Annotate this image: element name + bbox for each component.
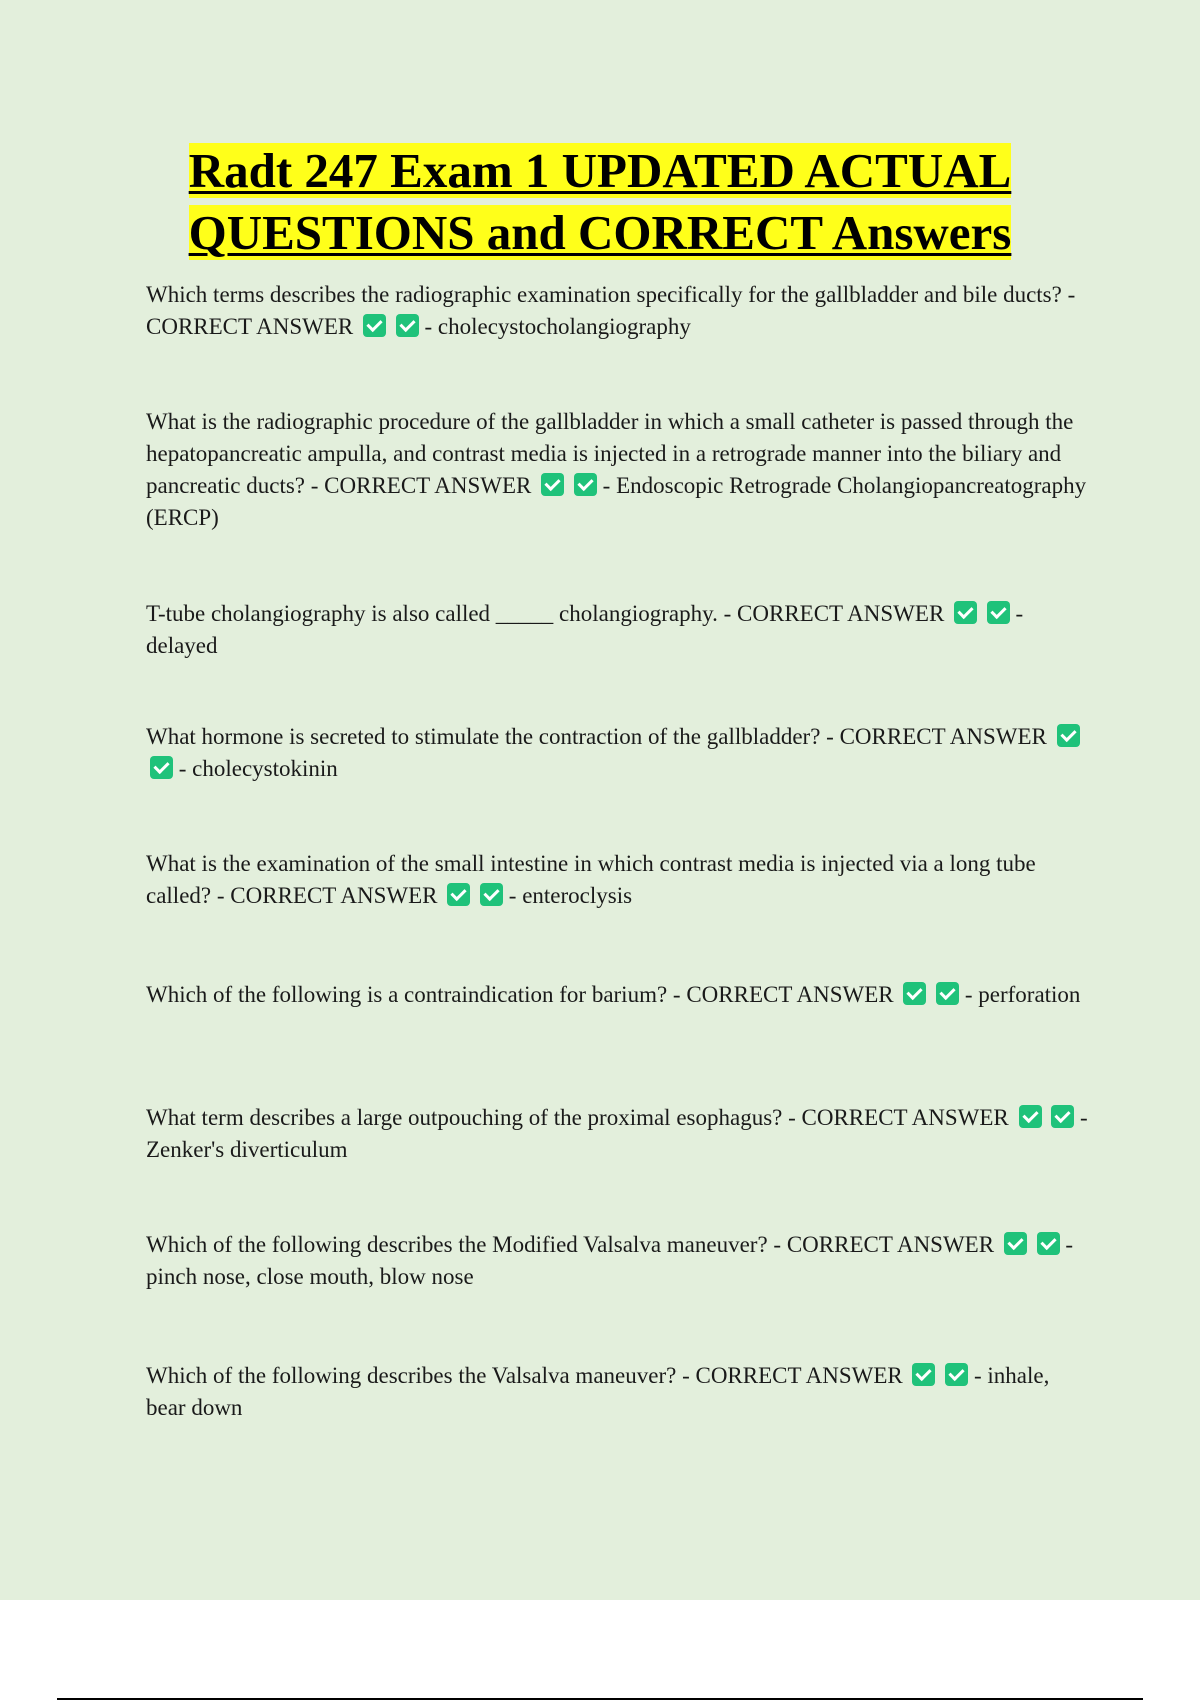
answer-text: - perforation (964, 982, 1081, 1007)
check-square-icon (396, 314, 419, 337)
check-square-icon (954, 601, 977, 624)
answer-text: - cholecystocholangiography (424, 314, 691, 339)
qa-item (146, 848, 1091, 912)
qa-item (146, 1229, 1091, 1293)
document-title (0, 140, 1200, 264)
check-square-icon (363, 314, 386, 337)
check-square-icon (574, 473, 597, 496)
question-text: What is the radiographic procedure of the gallbladder in which a small catheter is passed through the hepatopancreatic ampulla, and contrast media is injected in a retrograde manner into the biliary and pancreatic ducts? - CORRECT ANSWER (146, 409, 1074, 498)
check-square-icon (480, 883, 503, 906)
question-text: T-tube cholangiography is also called _____ cholangiography. - CORRECT ANSWER (146, 601, 945, 626)
answer-text: - inhale, bear down (146, 1363, 1050, 1420)
question-text: Which terms describes the radiographic examination specifically for the gallbladder and bile ducts? - CORRECT ANSWER (146, 282, 1076, 339)
question-text: What hormone is secreted to stimulate the contraction of the gallbladder? - CORRECT ANSWER (146, 724, 1047, 749)
answer-text: - delayed (146, 601, 1024, 658)
check-square-icon (1057, 724, 1080, 747)
check-square-icon (1004, 1232, 1027, 1255)
answer-text: - enteroclysis (508, 883, 633, 908)
check-square-icon (936, 982, 959, 1005)
question-text: Which of the following describes the Modified Valsalva maneuver? - CORRECT ANSWER (146, 1232, 995, 1257)
check-square-icon (1019, 1105, 1042, 1128)
question-text: Which of the following is a contraindication for barium? - CORRECT ANSWER (146, 982, 894, 1007)
check-square-icon (1037, 1232, 1060, 1255)
answer-text: - Zenker's diverticulum (146, 1105, 1088, 1162)
qa-item (146, 979, 1091, 1011)
check-square-icon (541, 473, 564, 496)
check-square-icon (945, 1363, 968, 1386)
check-square-icon (150, 756, 173, 779)
qa-item (146, 1360, 1091, 1424)
answer-text: - pinch nose, close mouth, blow nose (146, 1232, 1073, 1289)
check-square-icon (987, 601, 1010, 624)
question-text: What is the examination of the small intestine in which contrast media is injected via a long tube called? - CORRECT ANSWER (146, 851, 1036, 908)
answer-text: - cholecystokinin (178, 756, 338, 781)
qa-item (146, 406, 1091, 534)
answer-text: - Endoscopic Retrograde Cholangiopancreatography (ERCP) (146, 473, 1087, 530)
title-line-1: Radt 247 Exam 1 UPDATED ACTUAL (188, 143, 1012, 198)
qa-item (146, 598, 1091, 662)
qa-item (146, 1102, 1091, 1166)
check-square-icon (1051, 1105, 1074, 1128)
title-line-2: QUESTIONS and CORRECT Answers (188, 205, 1012, 260)
qa-item (146, 721, 1091, 785)
question-text: What term describes a large outpouching of the proximal esophagus? - CORRECT ANSWER (146, 1105, 1009, 1130)
qa-item (146, 279, 1091, 343)
check-square-icon (903, 982, 926, 1005)
check-square-icon (912, 1363, 935, 1386)
question-text: Which of the following describes the Valsalva maneuver? - CORRECT ANSWER (146, 1363, 903, 1388)
check-square-icon (447, 883, 470, 906)
